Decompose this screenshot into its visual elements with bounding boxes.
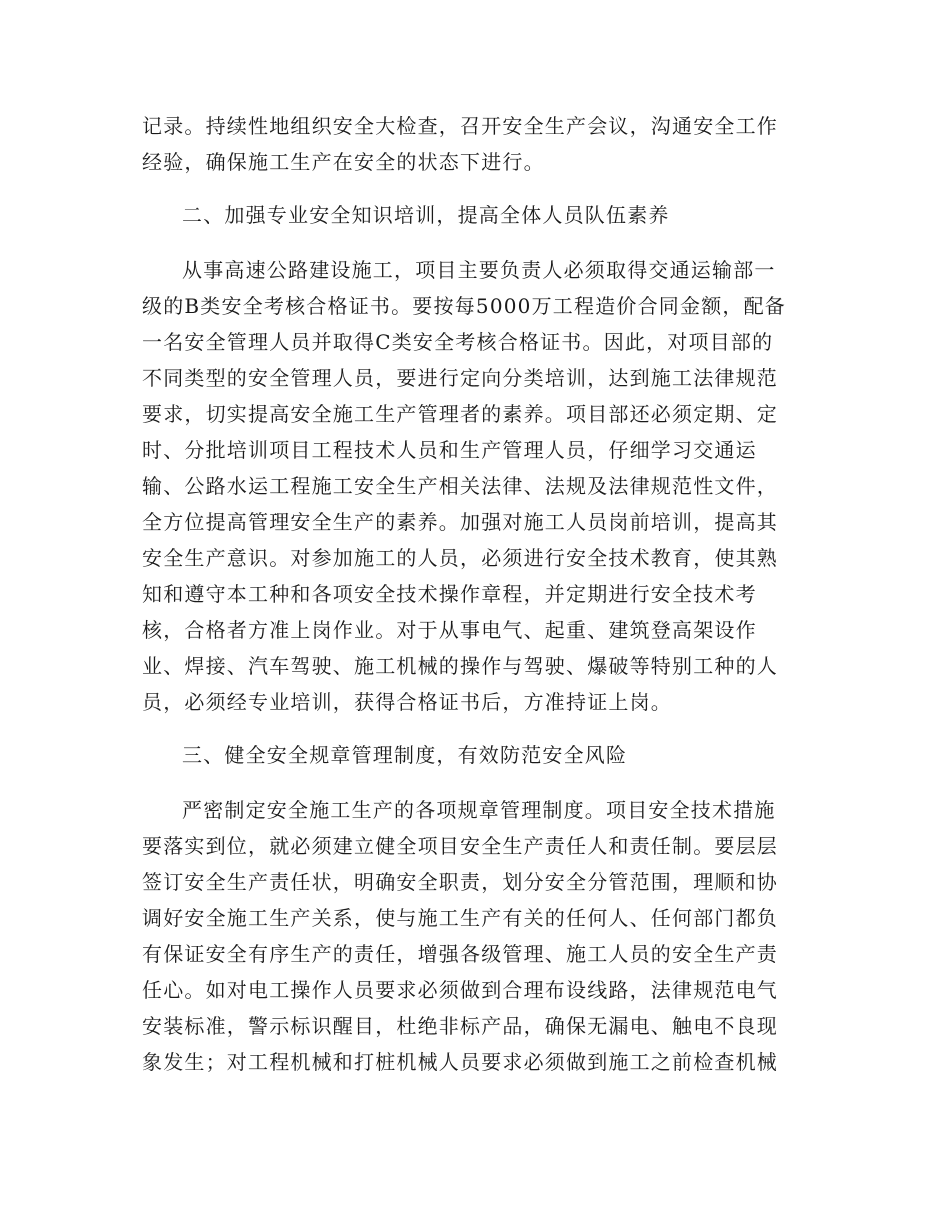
text-line: 不同类型的安全管理人员，要进行定向分类培训，达到施工法律规范 <box>142 366 778 390</box>
text-line: 要落实到位，就必须建立健全项目安全生产责任人和责任制。要层层 <box>142 834 778 858</box>
text-line: 级的B类安全考核合格证书。要按每5000万工程造价合同金额，配备 <box>142 294 786 318</box>
text-line: 安全生产意识。对参加施工的人员，必须进行安全技术教育，使其熟 <box>142 546 778 570</box>
text-line: 任心。如对电工操作人员要求必须做到合理布设线路，法律规范电气 <box>142 978 778 1002</box>
text-line: 有保证安全有序生产的责任，增强各级管理、施工人员的安全生产责 <box>142 942 778 966</box>
text-line: 调好安全施工生产关系，使与施工生产有关的任何人、任何部门都负 <box>142 906 778 930</box>
text-line: 象发生；对工程机械和打桩机械人员要求必须做到施工之前检查机械 <box>142 1050 778 1074</box>
text-line: 从事高速公路建设施工，项目主要负责人必须取得交通运输部一 <box>182 258 776 282</box>
text-line: 安装标准，警示标识醒目，杜绝非标产品，确保无漏电、触电不良现 <box>142 1014 778 1038</box>
text-line: 记录。持续性地组织安全大检查，召开安全生产会议，沟通安全工作 <box>142 114 778 138</box>
text-line: 签订安全生产责任状，明确安全职责，划分安全分管范围，理顺和协 <box>142 870 778 894</box>
text-line: 严密制定安全施工生产的各项规章管理制度。项目安全技术措施 <box>182 798 776 822</box>
text-line: 输、公路水运工程施工安全生产相关法律、法规及法律规范性文件， <box>142 474 778 498</box>
text-line: 时、分批培训项目工程技术人员和生产管理人员，仔细学习交通运 <box>142 438 757 462</box>
text-line: 员，必须经专业培训，获得合格证书后，方准持证上岗。 <box>142 690 672 714</box>
section-heading: 三、健全安全规章管理制度，有效防范安全风险 <box>182 743 628 767</box>
text-line: 全方位提高管理安全生产的素养。加强对施工人员岗前培训，提高其 <box>142 510 778 534</box>
text-line: 经验，确保施工生产在安全的状态下进行。 <box>142 150 545 174</box>
text-line: 一名安全管理人员并取得C类安全考核合格证书。因此，对项目部的 <box>142 330 774 354</box>
text-line: 业、焊接、汽车驾驶、施工机械的操作与驾驶、爆破等特别工种的人 <box>142 654 778 678</box>
text-line: 核，合格者方准上岗作业。对于从事电气、起重、建筑登高架设作 <box>142 618 757 642</box>
text-line: 要求，切实提高安全施工生产管理者的素养。项目部还必须定期、定 <box>142 402 778 426</box>
text-line: 知和遵守本工种和各项安全技术操作章程，并定期进行安全技术考 <box>142 582 757 606</box>
section-heading: 二、加强专业安全知识培训，提高全体人员队伍素养 <box>182 203 670 227</box>
